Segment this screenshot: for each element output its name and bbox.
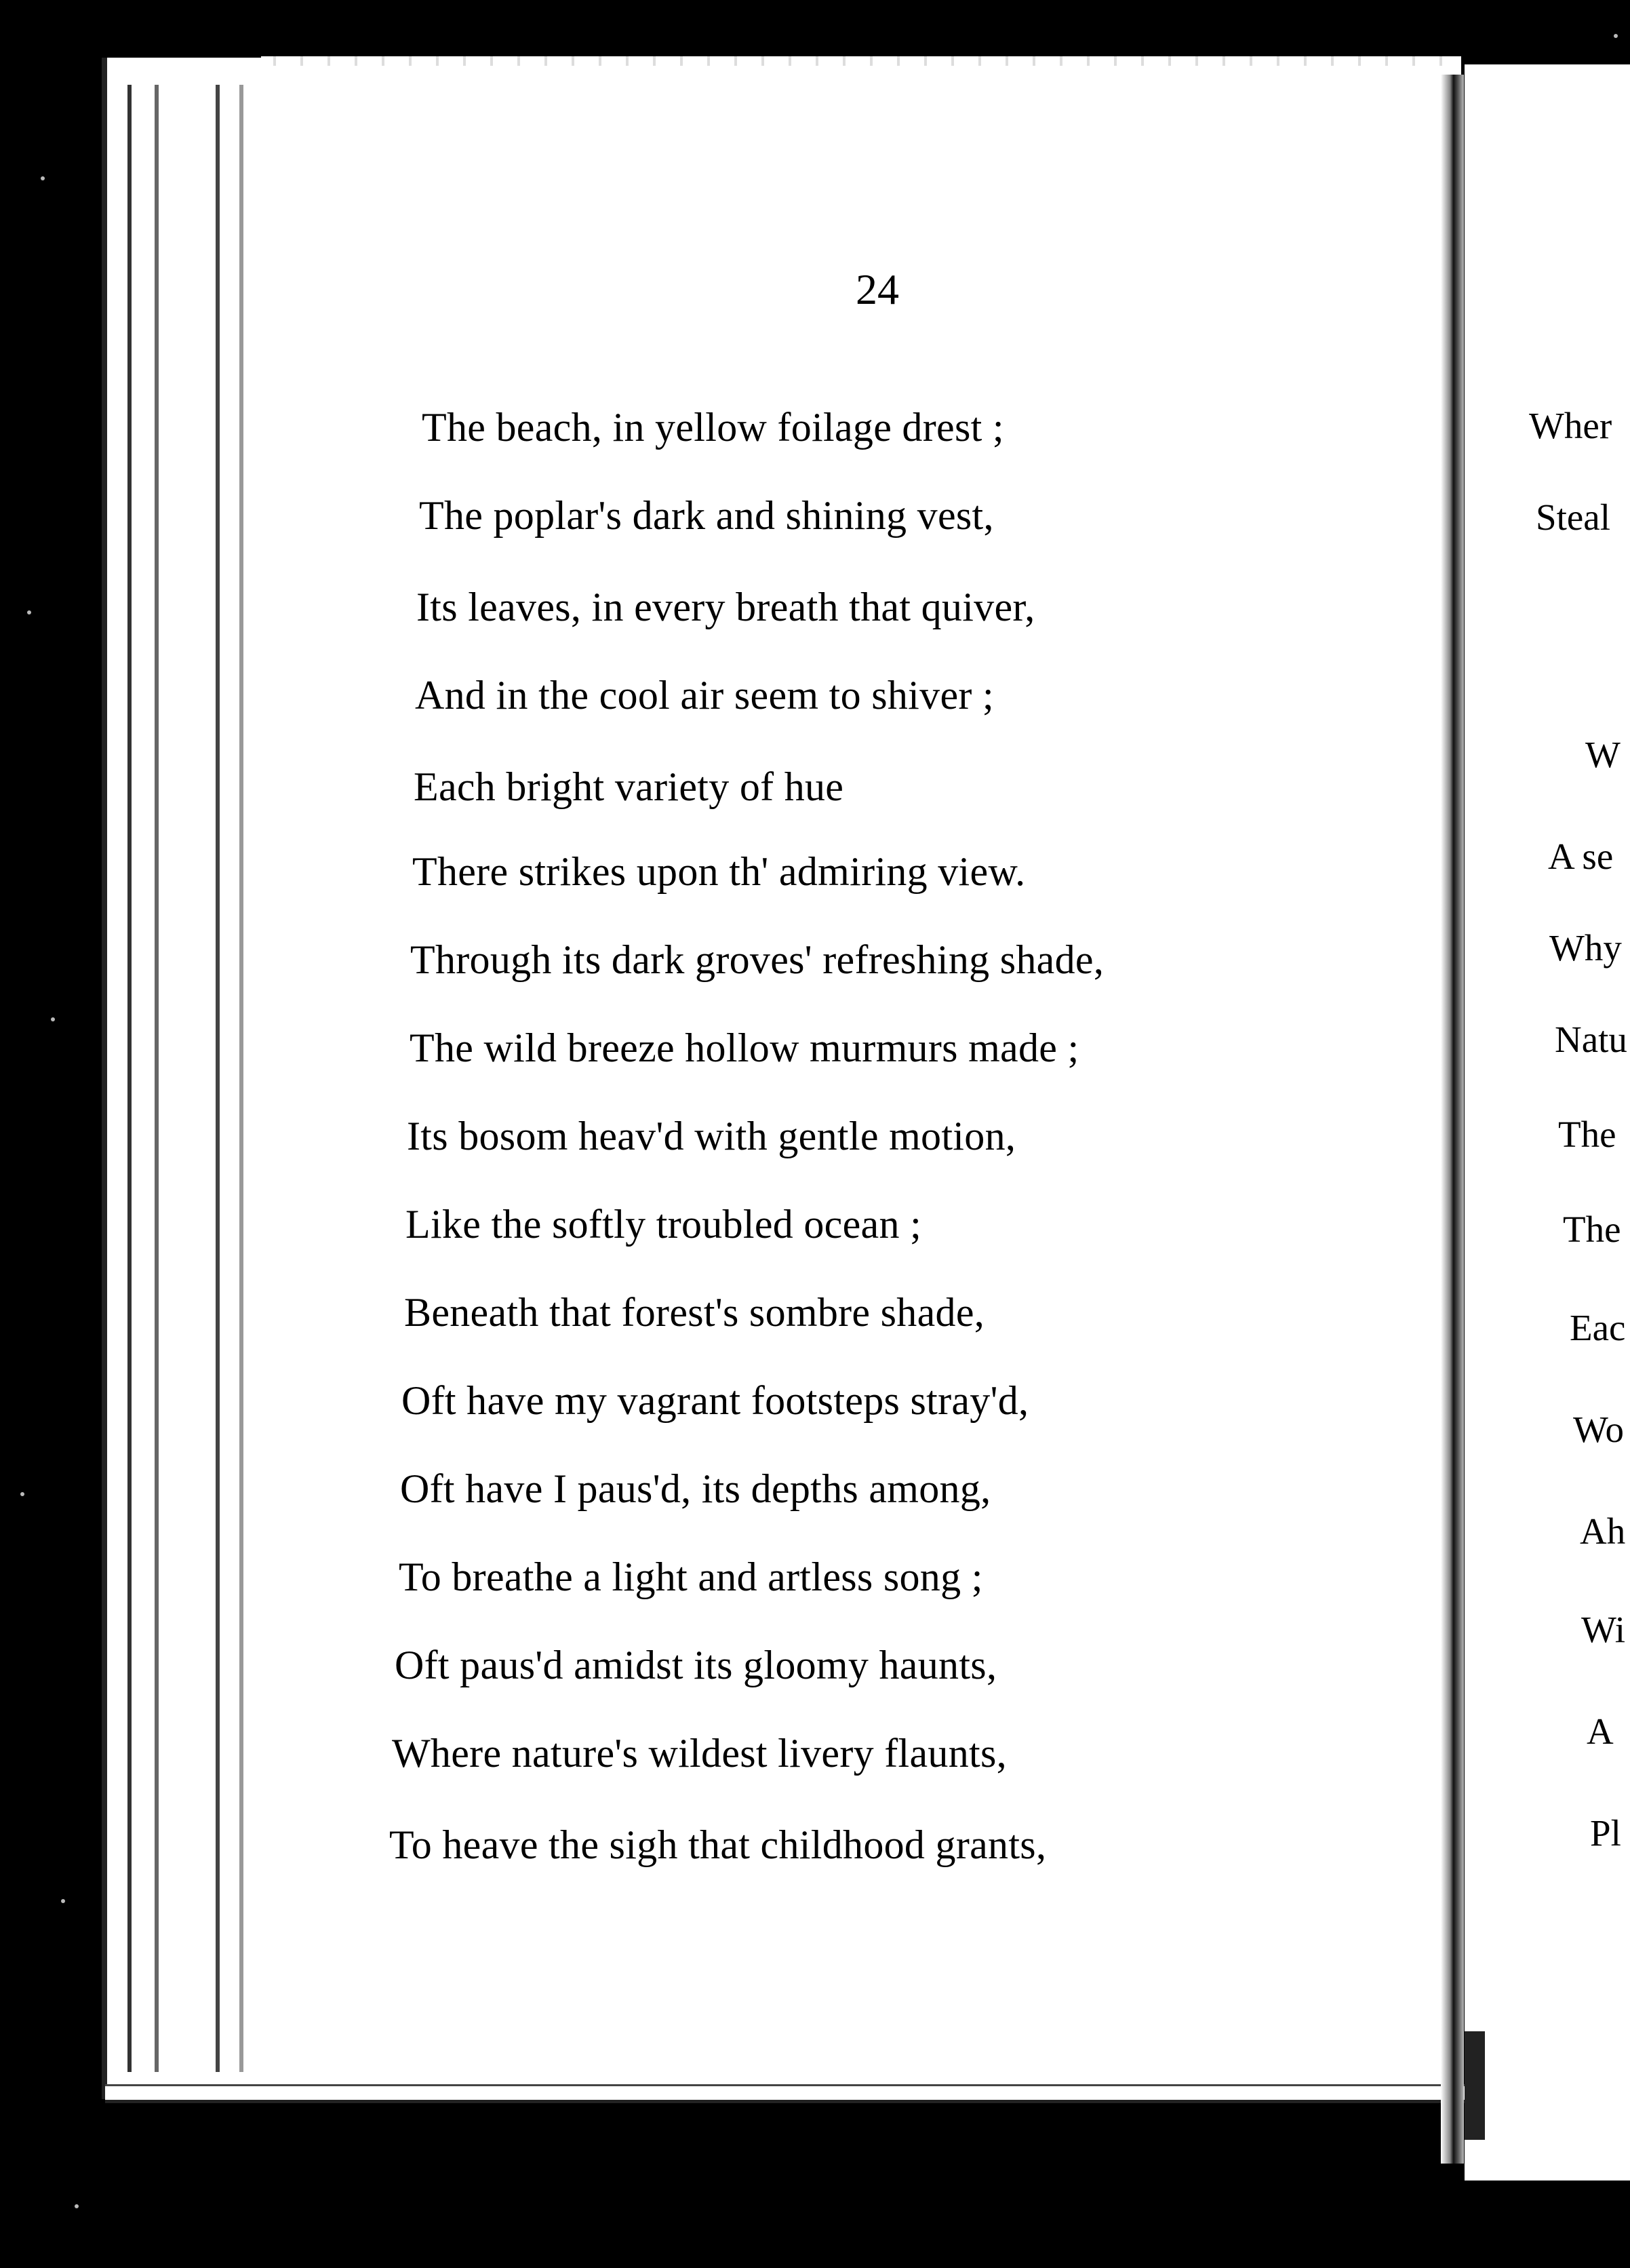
verse-line: The beach, in yellow foilage drest ;: [422, 405, 1004, 450]
verse-line: Where nature's wildest livery flaunts,: [392, 1731, 1007, 1776]
facing-page-fragment: Pl: [1590, 1812, 1621, 1854]
facing-page-fragment: W: [1585, 734, 1621, 775]
book-gutter-shadow: [1441, 75, 1464, 2164]
scan-speck: [20, 1492, 24, 1496]
verse-line: Through its dark groves' refreshing shade,: [410, 937, 1105, 982]
verse-line: Each bright variety of hue: [414, 764, 844, 809]
verse-line: To heave the sigh that childhood grants,: [389, 1822, 1047, 1867]
verse-line: Like the softly troubled ocean ;: [405, 1202, 922, 1247]
verse-line: And in the cool air seem to shiver ;: [415, 673, 994, 718]
scan-speck: [27, 610, 31, 614]
verse-line: Oft have I paus'd, its depths among,: [400, 1466, 991, 1511]
scan-speck: [61, 1899, 65, 1903]
verse-line: Its leaves, in every breath that quiver,: [416, 585, 1035, 629]
verse-line: To breathe a light and artless song ;: [399, 1555, 983, 1599]
ink-smudge: [1465, 2031, 1485, 2140]
facing-page: [1465, 64, 1630, 2181]
facing-page-fragment: Wher: [1529, 405, 1612, 446]
verse-line: Oft have my vagrant footsteps stray'd,: [401, 1378, 1029, 1423]
scan-speck: [1614, 34, 1618, 38]
page-edge-line: [127, 85, 132, 2072]
facing-page-fragment: The: [1563, 1209, 1621, 1250]
facing-page-fragment: Steal: [1536, 496, 1610, 538]
page-number: 24: [856, 265, 899, 313]
verse-line: Oft paus'd amidst its gloomy haunts,: [395, 1643, 997, 1687]
verse-line: The poplar's dark and shining vest,: [419, 493, 994, 538]
book-page: [261, 58, 1461, 2103]
scan-speck: [75, 2204, 79, 2208]
facing-page-fragment: Wo: [1573, 1409, 1625, 1450]
verse-line: There strikes upon th' admiring view.: [412, 849, 1026, 894]
page-bottom-edge: [105, 2084, 1488, 2103]
facing-page-fragment: A se: [1548, 836, 1614, 877]
torn-page-edge: [261, 56, 1461, 66]
verse-line: Beneath that forest's sombre shade,: [404, 1290, 985, 1335]
facing-page-fragment: Eac: [1570, 1307, 1626, 1348]
verse-line: Its bosom heav'd with gentle motion,: [407, 1114, 1016, 1158]
page-edge-line: [155, 85, 159, 2072]
facing-page-fragment: Natu: [1555, 1019, 1627, 1060]
page-edge-line: [239, 85, 243, 2072]
scan-speck: [41, 176, 45, 180]
scan-speck: [51, 1017, 55, 1021]
facing-page-fragment: A: [1587, 1710, 1614, 1752]
facing-page-fragment: Why: [1549, 927, 1622, 969]
facing-page-fragment: Wi: [1581, 1609, 1625, 1650]
page-edge-line: [216, 85, 220, 2072]
facing-page-fragment: Ah: [1580, 1510, 1626, 1552]
facing-page-fragment: The: [1558, 1114, 1616, 1155]
verse-line: The wild breeze hollow murmurs made ;: [410, 1025, 1079, 1070]
book-page-edges: [102, 58, 277, 2099]
